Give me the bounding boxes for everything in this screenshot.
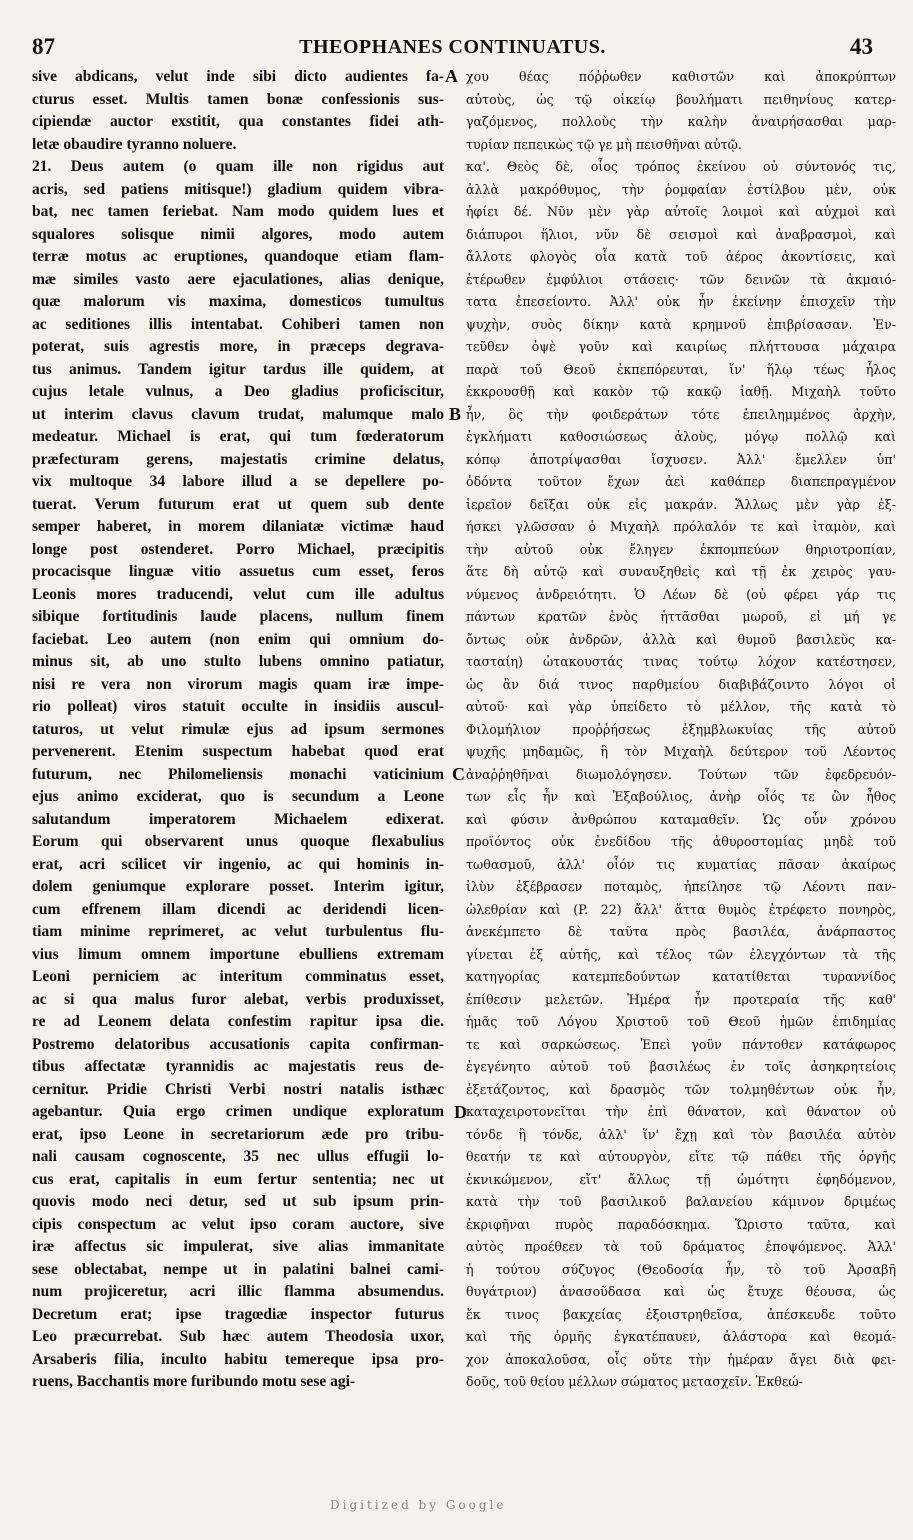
- latin-text-line: cernitur. Pridie Christi Verbi nostri natalis isthæc: [32, 1080, 444, 1098]
- greek-text-line: νύμενος ἀνδρειότητι. Ὁ Λέων δὲ (οὐ φέρει γάρ τις: [466, 586, 896, 602]
- latin-text-line: tibus affectatæ tyrannidis ac majestatis reus de-: [32, 1058, 444, 1075]
- margin-mark-d: D: [454, 1102, 467, 1122]
- footer-watermark: Digitized by Google: [330, 1498, 507, 1512]
- latin-text-line: tiam minime reprimeret, ac velut turbulentus flu-: [32, 923, 444, 940]
- latin-text-line: Arsaberis filia, inculto habitu temereque ipsa pro-: [32, 1350, 444, 1368]
- greek-text-line: ἐκριφῆναι πυρὸς παραδόσκημα. Ὥριστο ταῦτα, καὶ: [466, 1216, 896, 1232]
- greek-text-line: ἡμᾶς τοῦ Λόγου Χριστοῦ τοῦ Θεοῦ ἡμῶν ἐπιδημίας: [466, 1014, 896, 1029]
- latin-text-line: 21. Deus autem (o quam ille non rigidus aut: [32, 158, 444, 175]
- greek-text-line: τυρίαν πεπεικὼς τῷ γε μὴ πεισθῆναι αὐτῷ.: [466, 136, 742, 152]
- latin-text-line: Leonis mores traducendi, velut cum ille adultus: [32, 585, 444, 603]
- margin-mark-a: A: [445, 66, 458, 86]
- greek-text-line: χον ἀποκαλοῦσα, οἷς οὔτε τὴν ἡμέραν ἄγει διὰ φει-: [466, 1351, 896, 1367]
- latin-text-line: vius limum omnem importune ebulliens extremam: [32, 945, 444, 963]
- latin-text-line: Postremo delatoribus accusationis capita confirman-: [32, 1035, 444, 1053]
- greek-text-line: τεῦθεν ὀψὲ γοῦν καὶ καιρίως πλήττουσα μάχαιρα: [466, 339, 896, 354]
- latin-text-line: vix multoque 34 labore illud a se depellere po-: [32, 473, 444, 490]
- greek-text-line: κόπῳ ἀποτρίψασθαι ἴσχυσεν. Ἀλλ' ἔμελλεν ὑπ': [466, 451, 896, 467]
- greek-text-line: ἦν, ὃς τὴν φοιδεράτων τότε ἐπειλημμένος ἀρχὴν,: [466, 406, 896, 422]
- latin-text-line: num projiceretur, acri illic flamma absumendus.: [32, 1283, 444, 1300]
- greek-text-line: τασταίη) ὠτακουστάς τινας τούτῳ λόχον κατέστησεν,: [466, 654, 896, 669]
- latin-text-line: sive abdicans, velut inde sibi dicto audientes fa-: [32, 68, 444, 85]
- greek-text-line: ἐκκρουσθῇ καὶ κακὸν τῷ κακῷ ἰαθῇ. Μιχαὴλ τοῦτο: [466, 384, 896, 399]
- latin-text-line: pervenerent. Etenim suspectum habebat quod erat: [32, 743, 444, 760]
- greek-text-line: ήσκει γλῶσσαν ὁ Μιχαὴλ πρόλαλόν τε καὶ ἰταμὸν, καὶ: [466, 519, 896, 534]
- greek-text-line: των εἷς ἦν καὶ Ἑξαβούλιος, ἀνὴρ οἷός τε ὢν ἦθος: [466, 789, 896, 804]
- latin-text-line: Decretum erat; ipse tragœdiæ inspector futurus: [32, 1305, 444, 1323]
- greek-text-line: θυγάτριον) ἀνασοῦδασα καὶ ὡς ἔτυχε θέουσα, ὡς: [466, 1284, 896, 1299]
- latin-text-line: erat, acri scilicet vir ingenio, ac qui hominis in-: [32, 855, 444, 873]
- greek-text-line: καὶ τῆς ὁρμῆς ἐγκατέπαυεν, ἀλάστορα καὶ θεομά-: [466, 1329, 896, 1344]
- greek-text-line: ἐπίθεσιν μελετῶν. Ἡμέρα ἦν προτεραία τῆς καθ': [466, 991, 896, 1007]
- latin-text-line: cujus letale vulnus, a Deo gladius proficiscitur,: [32, 383, 444, 400]
- greek-text-line: τόνδε ἢ τόνδε, ἀλλ' ἵν' ἔχῃ καὶ τὸν βασιλέα αὐτὸν: [466, 1126, 896, 1142]
- greek-text-line: ἅτε δὴ αὐτῷ καὶ συναυξηθεὶς καὶ τῇ ἐκ χειρὸς γαυ-: [466, 564, 896, 579]
- greek-text-line: αὐτὸς προέθεεν τὰ τοῦ δράματος ἐποψόμενος. Ἀλλ': [466, 1239, 896, 1254]
- latin-text-line: terræ motus ac eruptiones, quandoque etiam flam-: [32, 248, 444, 265]
- greek-text-line: θεατήν τε καὶ αὐτουργὸν, εἴτε τῷ πάθει τῆς ὀργῆς: [466, 1149, 896, 1164]
- latin-text-line: ejus animo exciderat, quo is secundum a Leone: [32, 788, 444, 805]
- latin-text-line: Eorum qui observarent unus quoque flexabulius: [32, 833, 444, 850]
- greek-text-line: καὶ φύσιν ἀνθρώπου καταμαθεῖν. Ὡς οὖν χρόνου: [466, 811, 896, 827]
- greek-text-line: ἀνεκέμπετο δὲ ταῦτα πρὸς βασιλέα, ἀνάρπαστος: [466, 924, 896, 939]
- margin-mark-c: C: [452, 764, 465, 784]
- page-number-right: 43: [850, 34, 873, 59]
- greek-text-line: αὐτοὺς, ὡς τῷ οἰκείῳ βουλήματι πειθηνίους κατερ-: [466, 91, 896, 107]
- latin-text-line: ruens, Bacchantis more furibundo motu sese agi-: [32, 1373, 356, 1390]
- latin-text-line: futurum, nec Philomeliensis monachi vaticinium: [32, 765, 444, 783]
- latin-column: [32, 66, 444, 1394]
- latin-text-line: Leoni perniciem ac interitum comminatus esset,: [32, 968, 444, 985]
- greek-text-line: γαζόμενος, πολλοὺς τὴν καλὴν ἀναιρήσασθαι μαρ-: [466, 114, 896, 129]
- latin-text-line: medeatur. Michael is erat, qui tum fœderatorum: [32, 428, 444, 445]
- latin-text-line: rio polleat) viros statuit occulte in insidiis auscul-: [32, 698, 444, 715]
- latin-text-line: quæ malorum vis maxima, domesticos tumultus: [32, 293, 444, 310]
- greek-text-line: αὐτοῦ· καὶ γὰρ ὑπείδετο τὸ μέλλον, τῆς κατὰ τὸ: [466, 699, 896, 714]
- greek-text-line: διάπυροι ἥλιοι, νῦν δὲ σεισμοὶ καὶ ἀναβρασμοὶ, καὶ: [466, 226, 896, 242]
- greek-text-line: ἀλλὰ μακρόθυμος, τὴν ῥομφαίαν ἐστίλβου μὲν, οὐκ: [466, 181, 896, 197]
- latin-text-line: mæ similes vasto aere ejaculationes, alias denique,: [32, 270, 444, 288]
- greek-text-line: ψυχῆς μηδαμῶς, ἣ τὸν Μιχαὴλ δεύτερον τοῦ Λέοντος: [466, 744, 896, 759]
- greek-text-line: ἠφίει δέ. Νῦν μὲν γὰρ αὐτοῖς λοιμοὶ καὶ αὐχμοὶ καὶ: [466, 204, 896, 219]
- running-header: [32, 34, 873, 60]
- latin-text-line: erat, ipso Leone in secretariorum æde pro tribu-: [32, 1125, 444, 1143]
- latin-text-line: re ad Leonem delata confestim rapitur ipsa die.: [32, 1013, 444, 1030]
- greek-text-line: τε καὶ σαρκώσεως. Ἐπεὶ γοῦν πάντοθεν κατάφωρος: [466, 1036, 896, 1052]
- latin-text-line: acris, sed patiens mitisque!) gladium quidem vibra-: [32, 180, 444, 198]
- latin-text-line: iræ affectus sic impulerat, sive alias immanitate: [32, 1238, 444, 1255]
- greek-column: [466, 66, 896, 1394]
- greek-text-line: χου θέας πόῤῥωθεν καθιστῶν καὶ ἀποκρύπτων: [466, 69, 896, 84]
- latin-text-line: præfecturam gerens, majestatis crimine delatus,: [32, 450, 444, 468]
- latin-text-line: tus animus. Tandem igitur tardus ille quidem, at: [32, 360, 444, 378]
- latin-text-line: procacisque linguæ vitio assuetus cum esset, feros: [32, 563, 444, 580]
- latin-text-line: agebantur. Quia ergo crimen undique exploratum: [32, 1103, 444, 1120]
- greek-text-line: ἀναῤῥηθῆναι διωμολόγησεν. Τούτων τῶν ἐφεδρευόν-: [466, 766, 896, 782]
- greek-text-line: προϊόντος οὐκ ἐνεδίδου τῆς ἀθυροστομίας μηδὲ τοῦ: [466, 834, 896, 849]
- latin-text-line: quovis modo neci detur, sed ut sub ipsum prin-: [32, 1193, 444, 1210]
- greek-text-line: ἐγεγένητο αὐτοῦ τοῦ βασιλέως ἐν τοῖς ἀσηκρητείοις: [466, 1059, 896, 1074]
- latin-text-line: ac seditiones illis intentabat. Cohiberi tamen non: [32, 315, 444, 333]
- latin-text-line: longe post ostenderet. Porro Michael, præcipitis: [32, 540, 444, 558]
- greek-text-line: καταχειροτονεῖται τὴν ἐπὶ θάνατον, καὶ θάνατον οὐ: [466, 1104, 896, 1119]
- latin-text-line: poterat, suis agrestis more, in præceps degrava-: [32, 338, 444, 355]
- latin-text-line: nisi re vera non virorum magis quam iræ impe-: [32, 675, 444, 693]
- greek-text-line: ἱερεῖον δεῖξαι οὐκ εἰς μακράν. Ἄλλως μὲν γὰρ ἐξ-: [466, 496, 896, 512]
- latin-text-line: ac si qua malus furor alebat, verbis produxisset,: [32, 990, 444, 1008]
- greek-text-line: γίνεται ἐξ αὐτῆς, καὶ τέλος τῶν ἐλεγχόντων τὰ τῆς: [466, 946, 896, 962]
- running-title: THEOPHANES CONTINUATUS.: [299, 36, 606, 58]
- latin-text-line: dolem geniumque explorare posset. Interim igitur,: [32, 878, 444, 895]
- latin-text-line: cipiendæ auctor exstitit, qua constantes fidei ath-: [32, 113, 444, 130]
- latin-text-line: squalores solisque nimii algores, modo autem: [32, 225, 444, 243]
- latin-text-line: tuerat. Verum futurum erat ut quem sub dente: [32, 495, 444, 513]
- greek-text-line: παρὰ τοῦ Θεοῦ ἐκπεπόρευται, ἵν' ἥλῳ τέως ἧλος: [466, 361, 896, 377]
- latin-text-line: semper haberet, in morem dilaniatæ victimæ haud: [32, 518, 444, 535]
- latin-text-line: Leo præcurrebat. Sub hæc autem Theodosia uxor,: [32, 1328, 444, 1345]
- latin-text-line: salutandum imperatorem Michaelem edixerat.: [32, 810, 444, 828]
- greek-text-line: ἡ τούτου σύζυγος (Θεοδοσία ἦν, τὸ τοῦ Ἀρσαβῆ: [466, 1261, 896, 1277]
- greek-text-line: ἑτέρωθεν ἐμφύλιοι στάσεις· τῶν δεινῶν τὰ ἀκμαιό-: [466, 271, 896, 287]
- latin-text-line: cipis conspectum ac velut ipso coram auctore, sive: [32, 1215, 444, 1233]
- greek-text-line: πάντων κρατῶν ἑνὸς ἡττᾶσθαι μωροῦ, εἰ μή γε: [466, 609, 896, 624]
- greek-text-line: ἰλὺν ἐξέβρασεν ποταμὸς, ἠπείλησε τῷ Λέοντι παν-: [466, 879, 896, 894]
- latin-text-line: cum effrenem illam dicendi ac deridendi licen-: [32, 900, 444, 918]
- latin-text-line: sibique fortitudinis laude placens, nullum finem: [32, 608, 444, 625]
- latin-text-line: minus sit, ab uno stulto lubens omnino patiatur,: [32, 653, 444, 670]
- latin-text-line: letæ obaudire tyranno noluere.: [32, 135, 237, 153]
- greek-text-line: ἐξετάζοντος, καὶ δρασμὸς τῶν τολμηθέντων οὐκ ἦν,: [466, 1081, 896, 1097]
- greek-text-line: κα'. Θεὸς δὲ, οἷος τρόπος ἐκείνου οὐ σύντονός τις,: [466, 159, 896, 174]
- greek-text-line: κατηγορίας κατεμπεδούντων κατατίθεται τυραννίδος: [466, 969, 896, 984]
- greek-text-line: ὡς ἂν διά τινος παρθμείου διαβιβάζοιντο λόγοι οἱ: [466, 676, 896, 692]
- latin-text-line: taturos, ut velut rimulæ ejus ad ipsum sermones: [32, 720, 444, 738]
- greek-text-line: τωθασμοῦ, ἀλλ' οἷόν τις κυματίας πᾶσαν ἀκαίρως: [466, 856, 896, 872]
- greek-text-line: ἐκνικώμενον, εἴτ' ἄλλως τῇ ὠμότητι ἐφηδόμενον,: [466, 1171, 896, 1187]
- greek-text-line: ψυχὴν, συὸς δίκην κατὰ κρημνοῦ ἐπιβρίσασαν. Ἐν-: [466, 316, 896, 332]
- latin-text-line: nali causam cognoscente, 35 nec ullus effugii lo-: [32, 1148, 444, 1165]
- greek-text-line: ἐγκλήματι καθοσιώσεως ἁλοὺς, μόγῳ πολλῷ καὶ: [466, 429, 896, 444]
- greek-text-line: ἔκ τινος βακχείας ἐξοιστρηθεῖσα, ἀπέσκευδε τοῦτο: [466, 1306, 896, 1322]
- latin-text-line: faciebat. Leo autem (non enim qui omnium do-: [32, 630, 444, 648]
- greek-text-line: ὠλεθρίαν καὶ (P. 22) ἄλλ' ἅττα θυμὸς ἐτρέφετο πονηρὸς,: [466, 901, 896, 917]
- greek-text-line: ὀδόντα τοῦτον ἔχων ἀεὶ καθάπερ διαπεπραγμένον: [466, 474, 896, 489]
- greek-text-line: ἄλλοτε φλογὸς οἷα κατὰ τοῦ ἀέρος ἀκοντίσεις, καὶ: [466, 249, 896, 264]
- greek-text-line: ὄντως οὐκ ἀνδρῶν, ἀλλὰ καὶ θυμοῦ βασιλεὺς κα-: [466, 631, 896, 647]
- latin-text-line: cturus esset. Multis tamen bonæ confessionis sus-: [32, 90, 444, 108]
- latin-text-line: cus erat, capitalis in eum fertur sententia; nec ut: [32, 1170, 444, 1188]
- margin-mark-b: B: [449, 404, 462, 424]
- greek-text-line: δοῦς, τοῦ θείου μέλλων σώματος μετασχεῖν. Ἐκθεώ-: [466, 1374, 803, 1389]
- greek-text-line: τὴν αὐτοῦ οὐκ ἔληγεν ἐκπομπεύων θηριοτροπίαν,: [466, 541, 896, 557]
- greek-text-line: κατὰ τὴν τοῦ βασιλικοῦ βαλανείου κάμινον δριμέως: [466, 1194, 896, 1209]
- latin-text-line: ut interim clavus clavum trudat, malumque malo: [32, 405, 444, 423]
- latin-text-line: sese oblectabat, nempe ut in palatini balnei cami-: [32, 1260, 444, 1278]
- latin-text-line: bat, nec tamen feriebat. Nam modo quidem lues et: [32, 203, 444, 220]
- greek-text-line: Φιλομήλιον προῤῥήσεως ἐξημβλωκυίας τῆς αὐτοῦ: [466, 721, 896, 737]
- page-number-left: 87: [32, 34, 55, 59]
- greek-text-line: τατα ἐπεσείοντο. Ἀλλ' οὐκ ἦν ἐκείνην ἐπισχεῖν τὴν: [466, 294, 896, 309]
